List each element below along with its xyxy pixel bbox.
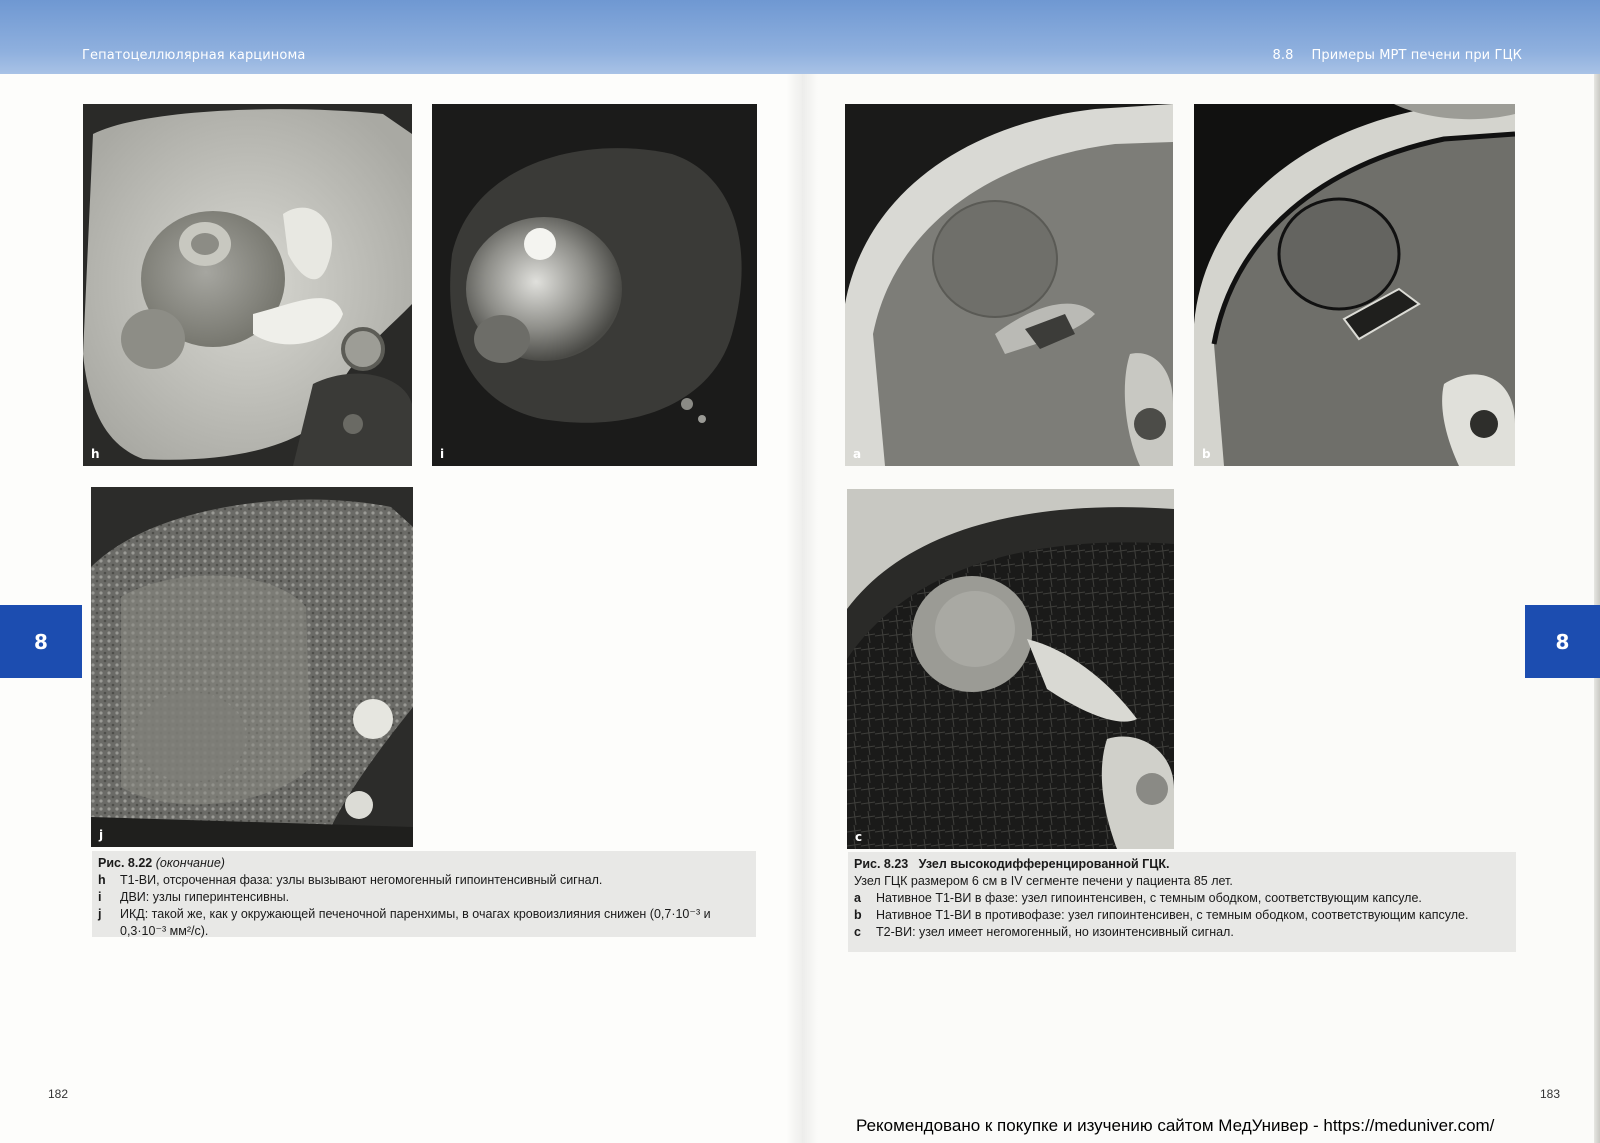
caption-heading-right: Узел высокодифференцированной ГЦК. (918, 857, 1170, 871)
caption-item (854, 890, 1508, 907)
caption-key: i (98, 890, 102, 904)
figure-letter-a: a (853, 447, 862, 461)
page-edge (1594, 0, 1600, 1143)
caption-fig-8-22 (92, 851, 756, 937)
figure-letter-i: i (440, 447, 445, 461)
book-gutter (786, 0, 818, 1143)
caption-item (98, 872, 748, 889)
caption-key: j (98, 907, 102, 921)
chapter-tab-left: 8 (0, 605, 82, 678)
watermark-text: Рекомендовано к покупке и изучению сайтом МедУнивер - https://meduniver.com/ (856, 1116, 1495, 1135)
figure-letter-j: j (99, 828, 104, 842)
running-head-section: 8.8 (1272, 48, 1294, 63)
caption-label-right: Рис. 8.23 (854, 857, 909, 871)
caption-text: T2-ВИ: узел имеет негомогенный, но изоинтенсивный сигнал. (876, 925, 1234, 939)
mri-image-j (91, 487, 413, 847)
caption-item (854, 924, 1508, 941)
caption-fig-8-23 (848, 852, 1516, 952)
caption-item (854, 907, 1508, 924)
caption-text: ДВИ: узлы гиперинтенсивны. (120, 890, 290, 904)
running-head-right (1273, 48, 1522, 63)
caption-title-right (854, 856, 1508, 873)
mri-image-c (847, 489, 1174, 849)
figure-letter-h: h (91, 447, 100, 461)
caption-label-left: Рис. 8.22 (98, 856, 153, 870)
caption-key: a (854, 891, 861, 905)
mri-image-b (1194, 104, 1515, 466)
caption-key: b (854, 908, 862, 922)
running-head-left: Гепатоцеллюлярная карцинома (82, 48, 306, 63)
caption-text: T1-ВИ, отсроченная фаза: узлы вызывают негомогенный гипоинтенсивный сигнал. (120, 873, 603, 887)
caption-text: Нативное T1-ВИ в фазе: узел гипоинтенсивен, с темным ободком, соответствующим капсуле. (876, 891, 1422, 905)
page-number-left: 182 (48, 1087, 69, 1101)
chapter-tab-right: 8 (1525, 605, 1600, 678)
mri-image-a (845, 104, 1173, 466)
caption-text: ИКД: такой же, как у окружающей печеночной паренхимы, в очагах кровоизлияния снижен (0,7·10⁻³ и 0,3·10⁻³ мм²/с). (120, 907, 711, 938)
mri-image-i (432, 104, 757, 466)
caption-key: c (854, 925, 861, 939)
caption-intro-right: Узел ГЦК размером 6 см в IV сегменте печени у пациента 85 лет. (854, 874, 1233, 888)
figure-letter-b: b (1202, 447, 1211, 461)
caption-text: Нативное T1-ВИ в противофазе: узел гипоинтенсивен, с темным ободком, соответствующим капсуле. (876, 908, 1469, 922)
caption-key: h (98, 873, 106, 887)
caption-item (98, 906, 748, 940)
caption-item (98, 889, 748, 906)
page-number-right: 183 (1540, 1087, 1561, 1101)
mri-image-h (83, 104, 412, 466)
running-head-title: Примеры МРТ печени при ГЦК (1311, 48, 1522, 63)
figure-letter-c: c (855, 830, 863, 844)
caption-note-left: (окончание) (155, 856, 225, 870)
caption-title-left (98, 855, 748, 872)
